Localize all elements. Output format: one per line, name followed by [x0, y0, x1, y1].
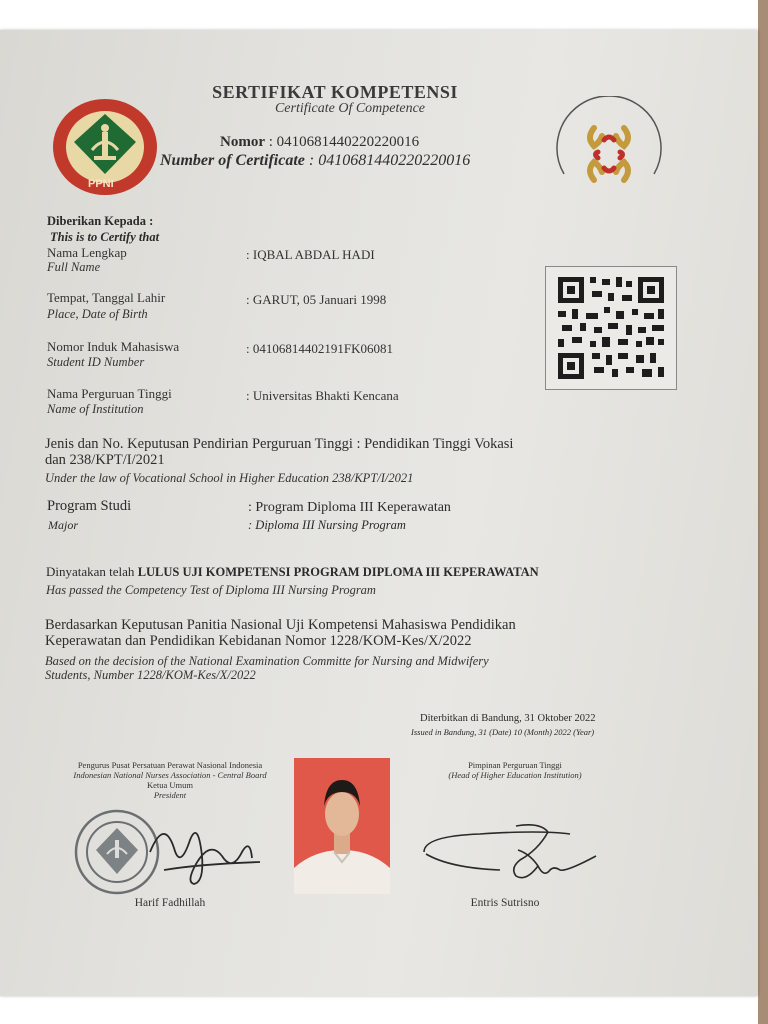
certificate-number-en — [160, 152, 470, 170]
certificate-number — [220, 134, 419, 151]
birth-label-en: Place, Date of Birth — [47, 307, 148, 321]
passed-statement — [46, 564, 539, 580]
issued-en: Issued in Bandung, 31 (Date) 10 (Month) 2022 (Year) — [411, 727, 595, 737]
student-id-value: : 04106814402191FK06081 — [246, 341, 393, 356]
certify-label: This is to Certify that — [50, 230, 160, 244]
given-to-label: Diberikan Kepada : — [47, 214, 154, 228]
certificate-title: SERTIFIKAT KOMPETENSI — [212, 82, 458, 102]
right-signatory-name: Entris Sutrisno — [470, 897, 540, 909]
number-label: Nomor — [220, 134, 265, 150]
left-signatory-name: Harif Fadhillah — [134, 897, 206, 909]
background-edge — [758, 0, 768, 1024]
decree-line-1: Jenis dan No. Keputusan Pendirian Perguruan Tinggi : Pendidikan Tinggi Vokasi — [45, 436, 514, 452]
institution-label-en: Name of Institution — [47, 402, 144, 416]
left-signatory-title-en: President — [153, 790, 187, 800]
birth-value: : GARUT, 05 Januari 1998 — [246, 292, 387, 307]
basis-en-1: Based on the decision of the National Examination Committe for Nursing and Midwifery — [45, 654, 489, 668]
decree-line-2: dan 238/KPT/I/2021 — [45, 452, 165, 468]
number-value-en: : 0410681440220220016 — [308, 152, 471, 169]
basis-en-2: Students, Number 1228/KOM-Kes/X/2022 — [45, 668, 256, 682]
birth-label: Tempat, Tanggal Lahir — [47, 290, 166, 305]
left-signatory-org-en: Indonesian National Nurses Association - Central Board — [73, 770, 267, 780]
right-signature — [420, 820, 600, 895]
basis-line-1: Berdasarkan Keputusan Panitia Nasional Uji Kompetensi Mahasiswa Pendidikan — [45, 617, 516, 633]
right-signatory-title-en: (Head of Higher Education Institution) — [448, 770, 582, 780]
decree-en: Under the law of Vocational School in Higher Education 238/KPT/I/2021 — [45, 471, 414, 485]
number-value: : 0410681440220220016 — [268, 134, 420, 150]
passed-en: Has passed the Competency Test of Diploma III Nursing Program — [46, 583, 376, 597]
basis-line-2: Keperawatan dan Pendidikan Kebidanan Nomor 1228/KOM-Kes/X/2022 — [45, 633, 472, 649]
student-id-label: Nomor Induk Mahasiswa — [47, 339, 180, 354]
issued-text: Diterbitkan di Bandung, 31 Oktober 2022 — [420, 713, 596, 724]
passed-bold: LULUS UJI KOMPETENSI PROGRAM DIPLOMA III KEPERAWATAN — [137, 565, 539, 579]
institution-label: Nama Perguruan Tinggi — [47, 386, 172, 401]
left-signature — [140, 812, 270, 892]
passed-prefix: Dinyatakan telah — [46, 564, 135, 579]
full-name-label-en: Full Name — [47, 260, 101, 274]
left-signatory-org: Pengurus Pusat Persatuan Perawat Nasional Indonesia — [77, 760, 263, 770]
number-label-en: Number of Certificate — [160, 152, 305, 169]
program-label: Program Studi — [47, 498, 132, 514]
student-id-label-en: Student ID Number — [47, 355, 145, 369]
institution-value: : Universitas Bhakti Kencana — [246, 388, 399, 403]
full-name-label: Nama Lengkap — [47, 245, 127, 260]
certificate-subtitle: Certificate Of Competence — [274, 101, 426, 116]
full-name-value: : IQBAL ABDAL HADI — [246, 247, 375, 262]
program-value: : Program Diploma III Keperawatan — [248, 500, 451, 515]
qr-code — [545, 266, 677, 390]
student-photo — [294, 758, 390, 894]
left-signatory-title: Ketua Umum — [146, 780, 194, 790]
ppni-logo-abbrev: PPNI — [88, 178, 114, 190]
program-label-en: Major — [48, 518, 78, 532]
right-signatory-title: Pimpinan Perguruan Tinggi — [468, 760, 562, 770]
program-value-en: : Diploma III Nursing Program — [248, 518, 406, 532]
